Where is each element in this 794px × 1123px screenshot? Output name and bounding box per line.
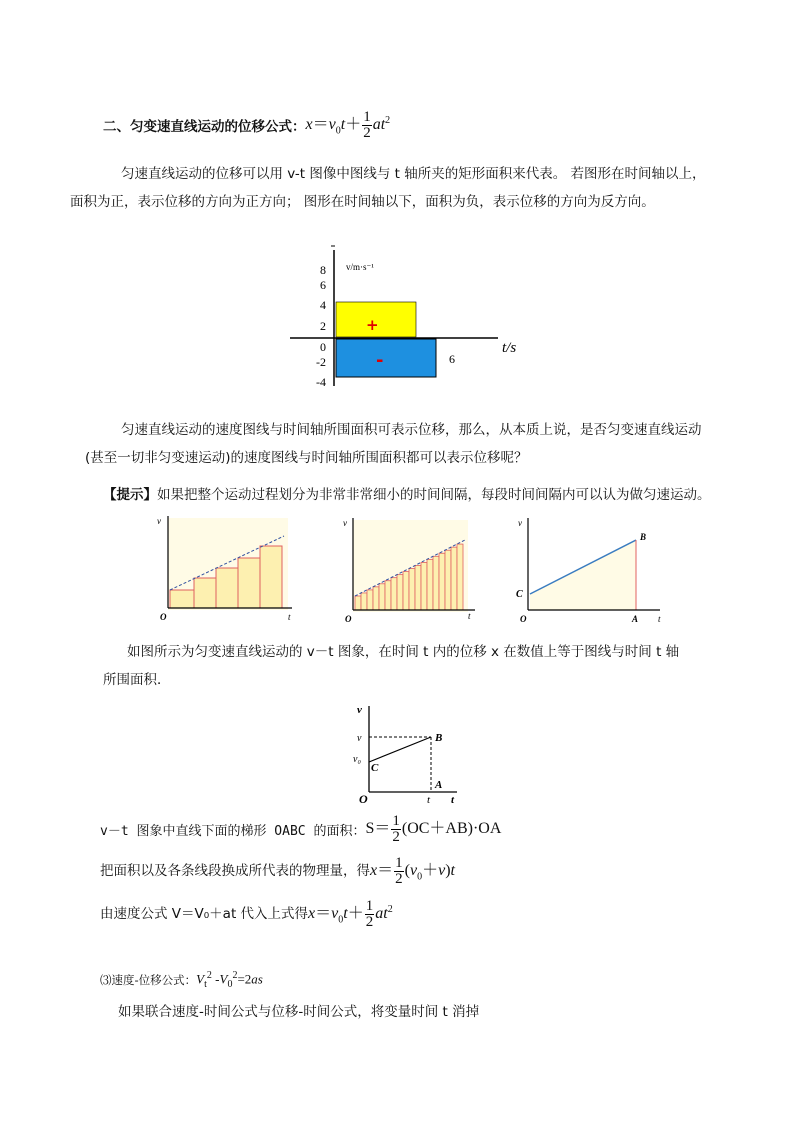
t-tick-label: t [427, 794, 431, 806]
y-tick-0: 0 [320, 340, 326, 354]
uniform-motion-vt-chart [280, 236, 540, 396]
heading-formula: $x=v_0t+$ $\frac{1}{2}$ $at^2$ [305, 108, 391, 141]
plus-sign: + [366, 316, 379, 334]
fine-step-bar [373, 587, 379, 610]
fine-step-bar [451, 547, 457, 610]
hint-text: 如果把整个运动过程划分为非常非常细小的时间间隔，每段时间间隔内可以认为做匀速运动。 [157, 487, 711, 503]
para3-line2: 所围面积． [103, 672, 171, 688]
y-tick-neg4: -4 [316, 375, 326, 389]
eq2-formula: x＝ $\frac{1}{2}$ $(v_0+v)t$ [370, 854, 455, 887]
fine-step-bar [367, 590, 373, 610]
para-question [85, 416, 743, 472]
origin-label: O [345, 614, 352, 624]
heading-text: 二、匀变速直线运动的位移公式： [103, 119, 306, 135]
t-label: t [288, 612, 291, 622]
fine-step-bar [433, 556, 439, 610]
velocity-line [369, 737, 431, 762]
fine-step-bar [391, 578, 397, 610]
eq1-text: v－t 图象中直线下面的梯形 OABC 的面积： [100, 823, 366, 839]
negative-area [336, 339, 436, 377]
substitution-line [100, 896, 393, 932]
hint-label: 【提示】 [103, 487, 157, 503]
v-tick-label: v [357, 733, 362, 744]
eq2-text: 把面积以及各条线段换成所代表的物理量，得 [100, 863, 370, 879]
a-label: A [632, 614, 639, 624]
origin-label: O [359, 792, 368, 806]
fine-step-bar [409, 569, 415, 610]
vt-trapezoid-chart [510, 510, 670, 625]
c-point-label: C [371, 762, 379, 774]
a-point-label: A [435, 779, 443, 791]
v0-label: v₀ [353, 754, 361, 765]
fine-step-bar [421, 562, 427, 610]
v-label: v [343, 518, 347, 528]
para2-line1: 匀速直线运动的速度图线与时间轴所围面积可表示位移，那么，从本质上说，是否匀变速直线运动 [121, 422, 702, 438]
fine-step-bar [415, 565, 421, 610]
b-point-label: B [435, 732, 443, 744]
fine-step-bar [385, 581, 391, 610]
item3-formula: $V_t^2$ $-V_0^2=2as$ [196, 970, 263, 990]
fine-step-bar [379, 584, 385, 610]
para1-line1: 匀速直线运动的位移可以用 v-t 图像中图线与 t 轴所夹的矩形面积来代表。 若图形在时间轴以上， [121, 166, 706, 182]
hint-line [103, 481, 711, 509]
eq3-text: 由速度公式 V＝V₀＋at 代入上式得 [100, 906, 309, 922]
y-tick-4: 4 [320, 298, 326, 312]
trapezoid-area [530, 540, 636, 610]
fine-step-bar [427, 559, 433, 610]
section-heading [103, 110, 390, 140]
c-label: C [516, 589, 523, 600]
para-uniform-motion [70, 160, 743, 216]
y-axis-label: v/m·s⁻¹ [346, 262, 374, 272]
para2-line2: (甚至一切非匀变速运动)的速度图线与时间轴所围面积都可以表示位移呢？ [85, 450, 528, 466]
b-label: B [640, 532, 647, 542]
t-axis-label: t/s [502, 340, 517, 356]
vt-step-chart-coarse [150, 510, 300, 625]
origin-label: O [160, 612, 167, 622]
minus-sign: - [376, 350, 384, 371]
item3-label: ⑶速度-位移公式： [100, 973, 197, 987]
fine-step-bar [355, 596, 361, 610]
physical-quantity-line [100, 854, 455, 888]
t-axis-label: t [451, 794, 455, 806]
fine-step-bar [445, 550, 451, 610]
fine-step-bar [403, 572, 409, 610]
y-tick-8: 8 [320, 263, 326, 277]
t-label: t [468, 611, 471, 621]
para1-line2: 面积为正，表示位移的方向为正方向； 图形在时间轴以下，面积为负，表示位移的方向为反方向。 [70, 194, 655, 210]
x-tick-6: 6 [449, 352, 455, 366]
y-tick-neg2: -2 [316, 355, 326, 369]
eq1-formula: S＝ $\frac{1}{2}$ (OC＋AB)·OA [365, 812, 502, 845]
last-line: 如果联合速度-时间公式与位移-时间公式，将变量时间 t 消掉 [118, 1004, 480, 1020]
para3-line1: 如图所示为匀变速直线运动的 v－t 图象，在时间 t 内的位移 x 在数值上等于图线与时间 t 轴 [127, 644, 680, 660]
v-label: v [518, 518, 522, 528]
eq3-formula: $x=v_0t+$ $\frac{1}{2}$ $at^2$ [308, 897, 393, 930]
y-tick-6: 6 [320, 278, 326, 292]
para-area-explanation [103, 638, 743, 694]
y-tick-2: 2 [320, 319, 326, 333]
velocity-displacement-formula [100, 968, 263, 992]
trapezoid-area-line [100, 812, 501, 846]
vt-step-chart-fine [335, 510, 485, 625]
fine-step-bar [361, 593, 367, 610]
fine-step-bar [457, 544, 463, 610]
origin-label: O [520, 614, 527, 624]
v-label: v [157, 516, 161, 526]
trapezoid-oabc-chart [345, 700, 475, 808]
v-axis-label: v [357, 704, 362, 716]
fine-step-bar [397, 575, 403, 610]
t-label: t [658, 614, 661, 624]
fine-step-bar [439, 553, 445, 610]
